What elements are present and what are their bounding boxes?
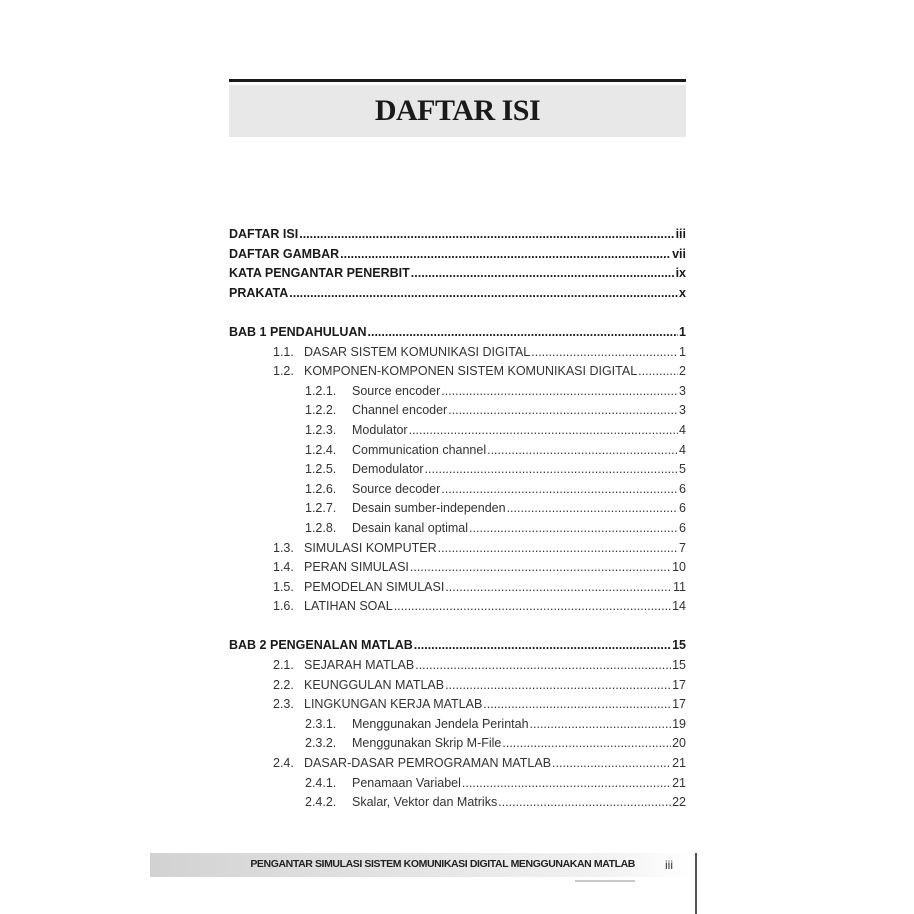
toc-entry-title: Desain kanal optimal <box>352 520 469 535</box>
toc-entry[interactable] <box>229 441 686 461</box>
toc-entry-page: 4 <box>679 422 686 437</box>
toc-entry-page: 21 <box>672 775 686 790</box>
dot-leader <box>368 323 679 343</box>
dot-leader <box>441 480 678 500</box>
toc-entry-number: 1.5. <box>273 579 294 594</box>
dot-leader <box>530 715 672 735</box>
toc-entry-number: 2.4. <box>273 756 294 771</box>
toc-entry-title: Channel encoder <box>352 403 448 418</box>
toc-entry-number: 1.2. <box>273 364 294 379</box>
toc-entry-title: Source decoder <box>352 481 441 496</box>
toc-entry-number: 1.2.4. <box>305 442 337 457</box>
toc-entry-page: 4 <box>679 442 686 457</box>
toc-entry-number: 1.2.6. <box>305 481 337 496</box>
toc-entry-title: KOMPONEN-KOMPONEN SISTEM KOMUNIKASI DIGITAL <box>304 364 638 379</box>
toc-entry-number: 1.2.7. <box>305 501 337 516</box>
dot-leader <box>552 754 671 774</box>
toc-entry[interactable] <box>229 245 686 265</box>
dot-leader <box>502 734 671 754</box>
dot-leader <box>415 656 671 676</box>
toc-entry-title: SIMULASI KOMPUTER <box>304 540 437 555</box>
dot-leader <box>414 636 671 656</box>
toc-entry-page: 10 <box>672 560 686 575</box>
toc-entry-page: 21 <box>672 756 686 771</box>
dot-leader <box>340 245 671 265</box>
page-title: DAFTAR ISI <box>374 94 541 127</box>
footer-underline <box>575 880 635 882</box>
toc-entry-page: 17 <box>672 677 686 692</box>
top-rule <box>229 79 686 82</box>
dot-leader <box>441 382 678 402</box>
toc-entry-page: 6 <box>679 501 686 516</box>
toc-entry-title: Menggunakan Jendela Perintah <box>352 716 529 731</box>
toc-entry-number: 2.2. <box>273 677 294 692</box>
dot-leader <box>507 499 678 519</box>
toc-entry-page: 7 <box>679 540 686 555</box>
toc-entry-title: KEUNGGULAN MATLAB <box>304 677 445 692</box>
toc-entry-page: 20 <box>672 736 686 751</box>
toc-entry[interactable] <box>229 539 686 559</box>
table-of-contents <box>229 225 686 813</box>
toc-entry[interactable] <box>229 225 686 245</box>
toc-entry[interactable] <box>229 715 686 735</box>
dot-leader <box>638 362 678 382</box>
toc-entry-number: 1.2.2. <box>305 403 337 418</box>
toc-entry-page: 3 <box>679 403 686 418</box>
toc-entry-title: BAB 2 PENGENALAN MATLAB <box>229 638 413 653</box>
toc-entry-page: 6 <box>679 520 686 535</box>
dot-leader <box>445 676 671 696</box>
toc-entry-title: Skalar, Vektor dan Matriks <box>352 795 498 810</box>
toc-entry-page: 5 <box>679 462 686 477</box>
toc-entry[interactable] <box>229 382 686 402</box>
toc-entry-title: LATIHAN SOAL <box>304 599 393 614</box>
toc-entry-title: Communication channel <box>352 442 487 457</box>
toc-entry-title: DASAR-DASAR PEMROGRAMAN MATLAB <box>304 756 552 771</box>
toc-entry[interactable] <box>229 597 686 617</box>
toc-spacer <box>229 303 686 323</box>
toc-entry-title: BAB 1 PENDAHULUAN <box>229 324 367 339</box>
toc-entry-page: ix <box>675 266 686 281</box>
dot-leader <box>289 284 678 304</box>
toc-entry-number: 2.3. <box>273 697 294 712</box>
toc-entry-page: 6 <box>679 481 686 496</box>
toc-entry-title: DASAR SISTEM KOMUNIKASI DIGITAL <box>304 344 531 359</box>
toc-entry[interactable] <box>229 754 686 774</box>
toc-entry[interactable] <box>229 656 686 676</box>
toc-entry[interactable] <box>229 401 686 421</box>
dot-leader <box>487 441 678 461</box>
toc-entry-page: 14 <box>672 599 686 614</box>
footer-band <box>150 853 690 877</box>
toc-entry-number: 1.1. <box>273 344 294 359</box>
toc-entry-title: DAFTAR ISI <box>229 227 299 241</box>
toc-entry[interactable] <box>229 362 686 382</box>
toc-entry-title: PERAN SIMULASI <box>304 560 409 575</box>
dot-leader <box>445 578 672 598</box>
toc-entry-page: 3 <box>679 383 686 398</box>
toc-entry-page: vii <box>672 246 686 261</box>
toc-entry-page: 11 <box>673 579 686 594</box>
toc-entry-title: Modulator <box>352 422 408 437</box>
toc-spacer <box>229 617 686 637</box>
toc-entry-title: Source encoder <box>352 383 441 398</box>
toc-entry[interactable] <box>229 676 686 696</box>
toc-entry[interactable] <box>229 519 686 539</box>
toc-entry-title: Penamaan Variabel <box>352 775 461 790</box>
toc-entry-number: 1.2.8. <box>305 520 337 535</box>
toc-entry-page: 22 <box>672 795 686 810</box>
toc-entry-page: 1 <box>679 324 686 339</box>
dot-leader <box>448 401 678 421</box>
toc-entry-title: PRAKATA <box>229 285 289 300</box>
toc-entry[interactable] <box>229 460 686 480</box>
toc-entry-number: 1.6. <box>273 599 294 614</box>
dot-leader <box>410 558 671 578</box>
toc-entry-number: 2.3.1. <box>305 716 337 731</box>
dot-leader <box>531 343 678 363</box>
toc-entry-number: 1.2.3. <box>305 422 337 437</box>
dot-leader <box>409 421 678 441</box>
toc-entry-page: 1 <box>679 344 686 359</box>
toc-entry-title: Demodulator <box>352 462 424 477</box>
toc-entry[interactable] <box>229 264 686 284</box>
toc-entry-number: 1.2.1. <box>305 383 337 398</box>
toc-entry[interactable] <box>229 578 686 598</box>
dot-leader <box>483 695 671 715</box>
footer-page-number: iii <box>665 858 673 872</box>
footer-book-title: PENGANTAR SIMULASI SISTEM KOMUNIKASI DIGITAL MENGGUNAKAN MATLAB <box>250 858 635 870</box>
toc-entry-page: 15 <box>672 658 686 673</box>
toc-entry[interactable] <box>229 284 686 304</box>
toc-entry-title: PEMODELAN SIMULASI <box>304 579 445 594</box>
toc-entry-page: iii <box>675 227 686 241</box>
title-band <box>229 85 686 137</box>
dot-leader <box>498 793 671 813</box>
toc-entry[interactable] <box>229 558 686 578</box>
toc-entry-number: 2.4.2. <box>305 795 337 810</box>
toc-entry[interactable] <box>229 323 686 343</box>
dot-leader <box>469 519 678 539</box>
toc-entry-title: DAFTAR GAMBAR <box>229 246 340 261</box>
toc-entry-number: 1.2.5. <box>305 462 337 477</box>
toc-entry-number: 2.1. <box>273 658 294 673</box>
toc-entry[interactable] <box>229 480 686 500</box>
dot-leader <box>394 597 671 617</box>
toc-entry-title: LINGKUNGAN KERJA MATLAB <box>304 697 483 712</box>
toc-entry-number: 2.4.1. <box>305 775 337 790</box>
toc-entry[interactable] <box>229 793 686 813</box>
dot-leader <box>462 774 671 794</box>
toc-entry[interactable] <box>229 734 686 754</box>
toc-entry-page: 15 <box>672 638 686 653</box>
dot-leader <box>411 264 675 284</box>
toc-entry-number: 1.4. <box>273 560 294 575</box>
toc-entry-page: 2 <box>679 364 686 379</box>
toc-entry-page: 17 <box>672 697 686 712</box>
toc-entry-title: SEJARAH MATLAB <box>304 658 415 673</box>
toc-entry-number: 2.3.2. <box>305 736 337 751</box>
toc-entry[interactable] <box>229 343 686 363</box>
toc-entry-page: 19 <box>672 716 686 731</box>
toc-entry[interactable] <box>229 499 686 519</box>
dot-leader <box>299 225 674 245</box>
page-edge-rule <box>695 853 697 914</box>
dot-leader <box>438 539 678 559</box>
dot-leader <box>425 460 678 480</box>
toc-entry[interactable] <box>229 636 686 656</box>
toc-entry-number: 1.3. <box>273 540 294 555</box>
toc-entry-page: x <box>679 285 686 300</box>
toc-entry-title: Menggunakan Skrip M-File <box>352 736 502 751</box>
toc-entry-title: KATA PENGANTAR PENERBIT <box>229 266 410 281</box>
toc-entry[interactable] <box>229 774 686 794</box>
toc-entry[interactable] <box>229 695 686 715</box>
toc-entry[interactable] <box>229 421 686 441</box>
toc-entry-title: Desain sumber-independen <box>352 501 506 516</box>
